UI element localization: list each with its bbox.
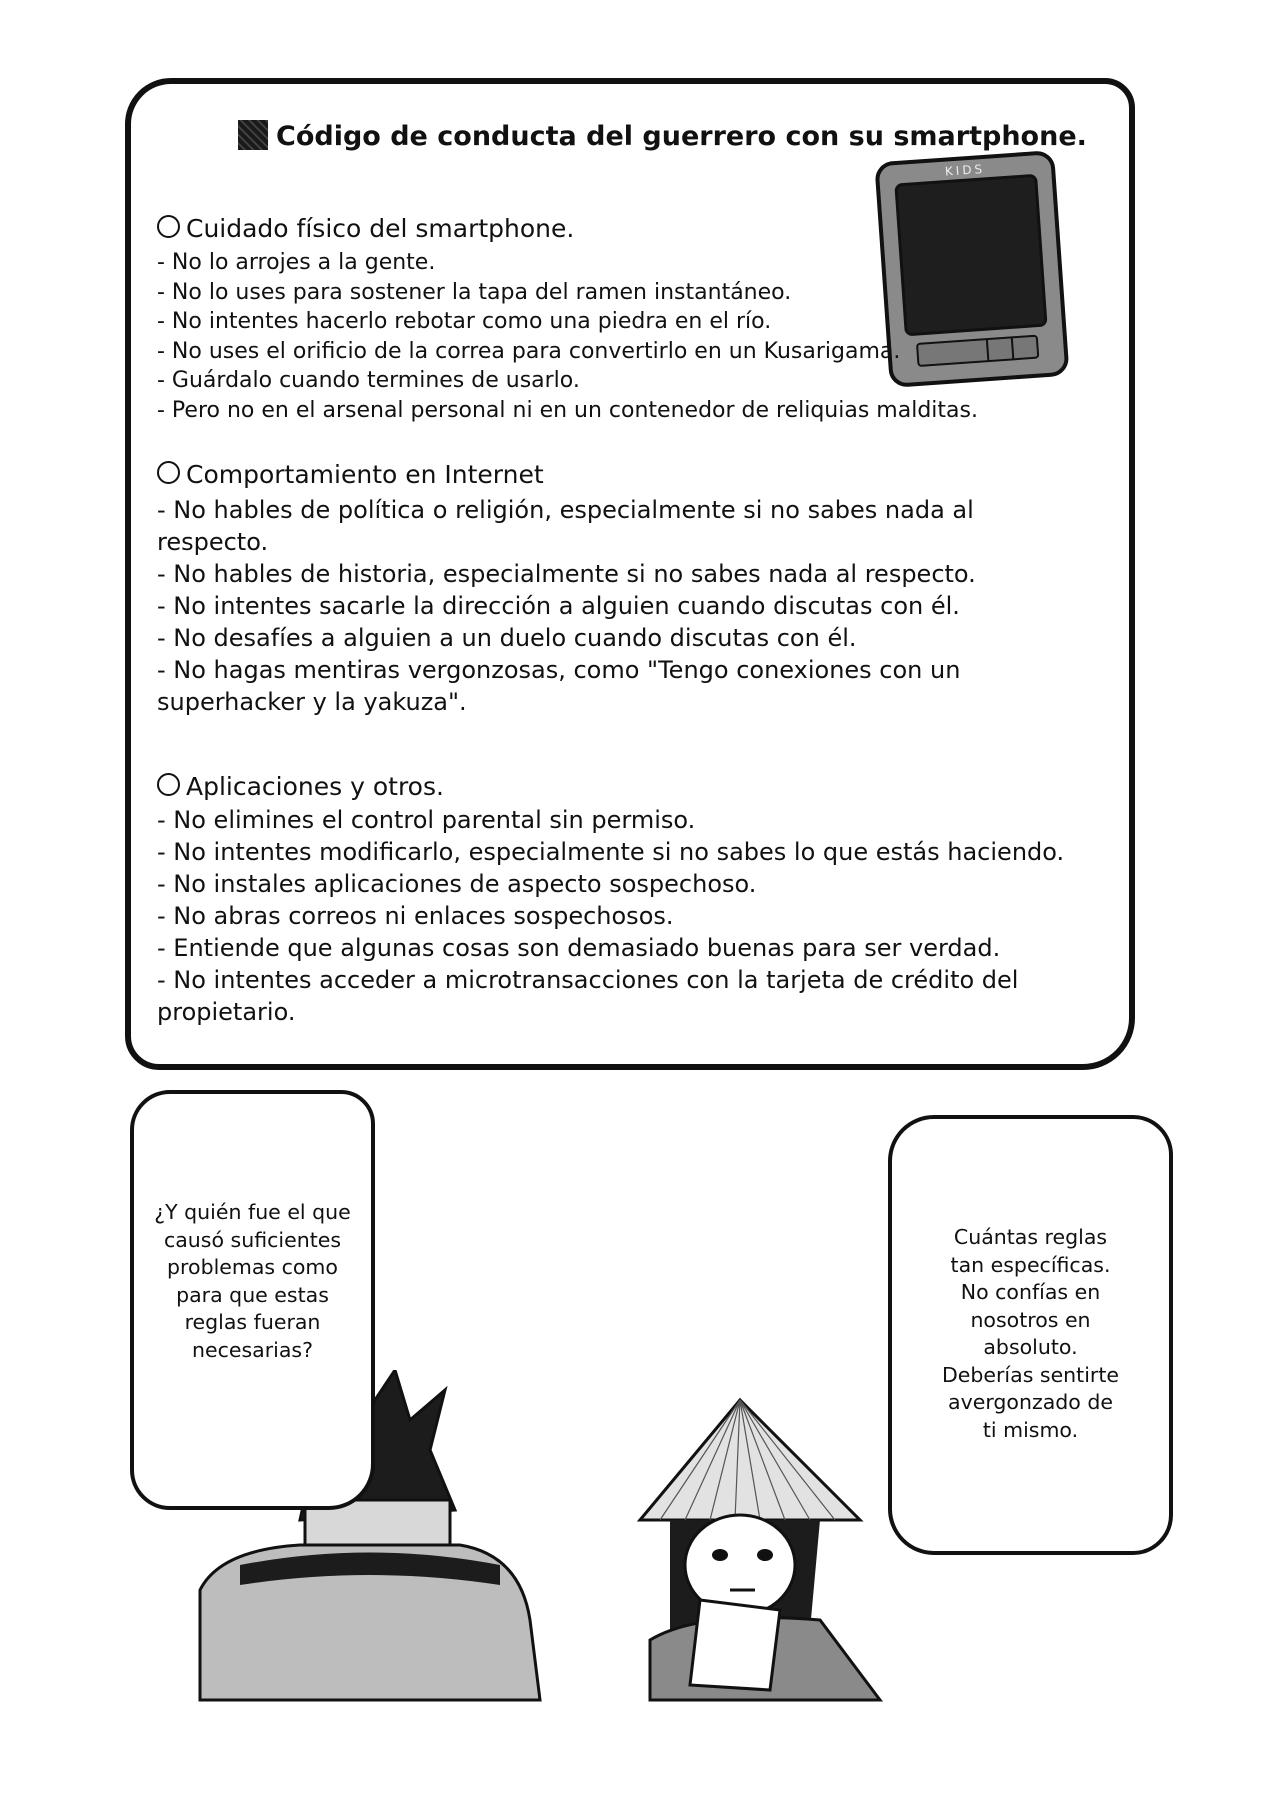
rule-item: - No intentes sacarle la dirección a alguien cuando discutas con él.	[157, 592, 960, 620]
internet-rules	[157, 494, 976, 718]
rule-item: respecto.	[157, 528, 269, 556]
section-heading-physical-care: Cuidado físico del smartphone.	[157, 214, 574, 243]
square-bullet-icon	[238, 120, 268, 150]
rule-item: - Entiende que algunas cosas son demasiado buenas para ser verdad.	[157, 934, 1001, 962]
rule-item: - No elimines el control parental sin permiso.	[157, 806, 696, 834]
rule-item: - No intentes modificarlo, especialmente si no sabes lo que estás haciendo.	[157, 838, 1065, 866]
speech-bubble-left	[130, 1090, 375, 1510]
rule-item: - Guárdalo cuando termines de usarlo.	[157, 368, 580, 393]
rule-item: - No hagas mentiras vergonzosas, como "Tengo conexiones con un	[157, 656, 961, 684]
section-heading-apps: Aplicaciones y otros.	[157, 772, 444, 801]
circle-bullet-icon	[157, 461, 180, 484]
rule-item: - No lo uses para sostener la tapa del ramen instantáneo.	[157, 279, 792, 305]
speech-text-left: ¿Y quién fue el que causó suficientes problemas como para que estas reglas fueran necesarias?	[154, 1200, 351, 1362]
speech-text-right: Cuántas reglas tan específicas. No confías en nosotros en absoluto. Deberías sentirte avergonzado de ti mismo.	[941, 1225, 1119, 1442]
rule-item: - No instales aplicaciones de aspecto sospechoso.	[157, 870, 757, 898]
rule-item: - No uses el orificio de la correa para convertirlo en un Kusarigama.	[157, 338, 901, 364]
section-heading-internet: Comportamiento en Internet	[157, 460, 544, 489]
rule-item: - No hables de historia, especialmente si no sabes nada al respecto.	[157, 560, 976, 588]
physical-care-rules	[157, 248, 978, 425]
apps-rules	[157, 804, 1064, 1028]
rule-item: - No intentes acceder a microtransacciones con la tarjeta de crédito del	[157, 966, 1019, 994]
rule-item: propietario.	[157, 998, 296, 1026]
rule-item: - No abras correos ni enlaces sospechosos.	[157, 902, 674, 930]
circle-bullet-icon	[157, 215, 180, 238]
rule-item: - No intentes hacerlo rebotar como una piedra en el río.	[157, 309, 772, 334]
rule-item: - Pero no en el arsenal personal ni en un contenedor de reliquias malditas.	[157, 397, 978, 423]
circle-bullet-icon	[157, 773, 180, 796]
rule-item: - No hables de política o religión, especialmente si no sabes nada al	[157, 496, 974, 524]
speech-bubble-right	[888, 1115, 1173, 1555]
rules-title	[238, 120, 1088, 152]
rule-item: - No lo arrojes a la gente.	[157, 250, 436, 275]
rule-item: superhacker y la yakuza".	[157, 688, 467, 716]
rules-title-text: Código de conducta del guerrero con su smartphone.	[276, 121, 1087, 152]
rule-item: - No desafíes a alguien a un duelo cuando discutas con él.	[157, 624, 857, 652]
phone-kids-label: KIDS	[944, 161, 986, 179]
